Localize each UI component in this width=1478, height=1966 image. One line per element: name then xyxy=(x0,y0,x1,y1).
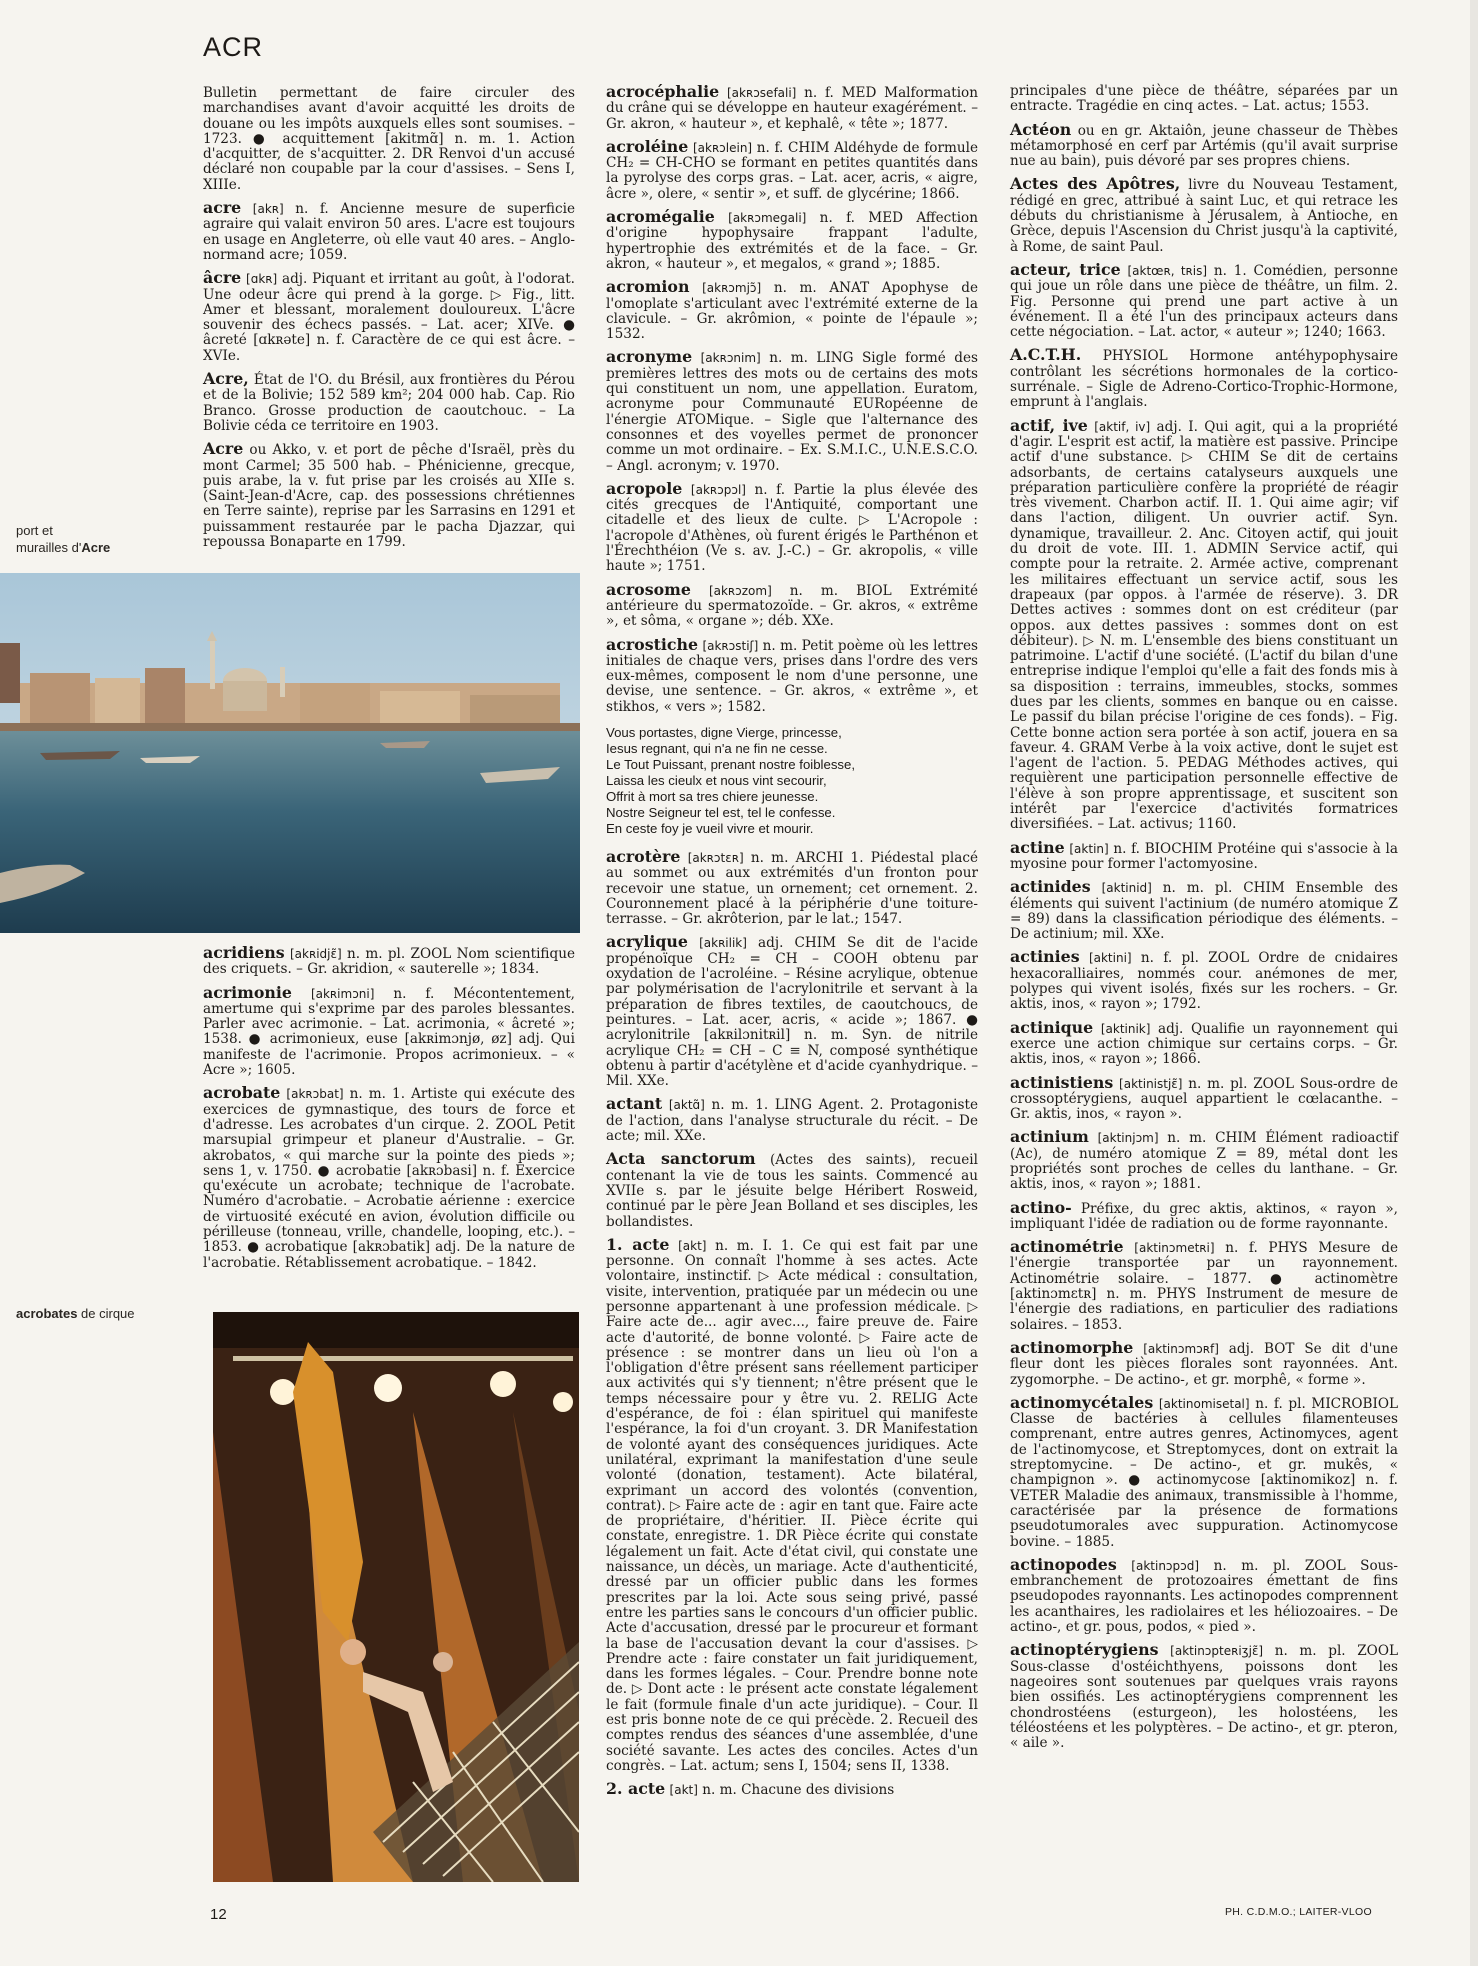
entry-headword: acromion xyxy=(606,277,690,297)
entry-definition: Préfixe, du grec aktis, aktinos, « rayon », impliquant l'idée de radiation ou de forme rayonnante. xyxy=(1010,1200,1398,1232)
entry-pronunciation: [aktinomisetal] xyxy=(1158,1396,1250,1411)
dictionary-entry xyxy=(1010,347,1398,410)
caption-bold: acrobates xyxy=(16,1306,78,1321)
entry-headword: acrocéphalie xyxy=(606,82,720,101)
entry-headword: acrosome xyxy=(606,579,691,599)
photo-acre-port xyxy=(0,573,580,933)
entry-definition: ou Akko, v. et port de pêche d'Israël, près du mont Carmel; 35 500 hab. – Phénicienne, grecque, puis arabe, la v. fut prise par les croisés au XIIe s. (Saint-Jean-d'Acre, cap. des possessions chrétiennes en Terre sainte), reprise par les Sarrasins en 1291 et puissamment restaurée par le pacha Djazzar, qui repoussa Bonaparte en 1799. xyxy=(203,442,575,551)
entry-definition: n. m. CHIM Élément radioactif (Ac), de numéro atomique Z = 89, métal dont les propriétés sont proches de celles du lanthane. – Gr. aktis, inos, « rayon »; 1881. xyxy=(1010,1130,1398,1193)
entry-definition: n. m. Chacune des divisions xyxy=(697,1782,895,1799)
entry-definition: livre du Nouveau Testament, rédigé en grec, attribué à saint Luc, et qui retrace les débuts du christianisme à Jérusalem, à Antioche, en Grèce, depuis l'Ascension du Christ jusqu'à la captivité, à Rome, de saint Paul. xyxy=(1010,177,1398,255)
entry-headword: acrobate xyxy=(203,1083,281,1103)
dictionary-entry xyxy=(203,86,575,193)
dictionary-entry xyxy=(1010,119,1398,170)
dictionary-entry xyxy=(1010,1642,1398,1751)
entry-headword: actinies xyxy=(1010,947,1080,967)
dictionary-entry xyxy=(606,1096,978,1144)
entry-headword: actif, ive xyxy=(1010,415,1088,435)
entry-definition: n. m. LING Sigle formé des premières lettres des mots ou de certains des mots qui constituent un nom, une appellation. Euratom, acronyme pour Communauté EURopéenne de l'énergie ATOMique. – Sigle que l'alternance des consonnes et des voyelles permet de prononcer comme un mot ordinaire. – Ex. S.M.I.C., U.N.E.S.C.O. – Angl. acronym; v. 1970. xyxy=(606,350,978,474)
entry-definition: État de l'O. du Brésil, aux frontières du Pérou et de la Bolivie; 152 589 km²; 204 000 hab. Cap. Rio Branco. Grosse production de caoutchouc. – La Bolivie céda ce territoire en 1903. xyxy=(203,372,575,434)
entry-pronunciation: [akʀɔlein] xyxy=(692,140,753,155)
entry-headword: actinique xyxy=(1010,1017,1094,1037)
entry-headword: actinides xyxy=(1010,877,1091,897)
entry-headword: Acre xyxy=(203,439,244,459)
entry-definition: n. m. Petit poème où les lettres initiales de chaque vers, prises dans l'ordre des vers eux-mêmes, composent le nom d'une personne, une devise, une sentence. – Gr. akros, « extrême », et stikhos, « vers »; 1582. xyxy=(606,637,978,715)
entry-definition: n. f. MED Affection d'origine hypophysaire frappant l'adulte, hypertrophie des extrémités et de la face. – Gr. akron, « hauteur », et megalos, « grand »; 1885. xyxy=(606,210,978,272)
entry-definition: n. m. 1. Artiste qui exécute des exercices de gymnastique, des tours de force et d'adresse. Les acrobates d'un cirque. 2. ZOOL Petit marsupial grimpeur et planeur d'Australie. – Gr. akrobatos, « qui marche sur la pointe des pieds »; sens 1, v. 1750. ● acrobatie [akʀɔbasi] n. f. Exercice qu'exécute un acrobate; technique de l'acrobate. Numéro d'acrobatie. – Acrobatie aérienne : exercice de virtuosité exécuté en avion, évolution difficile ou périlleuse (tonneau, vrille, chandelle, looping, etc.). – 1853. ● acrobatique [akʀɔbatik] adj. De la nature de l'acrobatie. Rétablissement acrobatique. – 1842. xyxy=(203,1086,575,1271)
dictionary-entry xyxy=(1010,176,1398,254)
entry-headword: acromégalie xyxy=(606,207,715,227)
entry-headword: actino- xyxy=(1010,1197,1072,1217)
dictionary-entry xyxy=(1010,1554,1398,1636)
dictionary-entry xyxy=(203,371,575,434)
entry-definition: n. f. Mécontentement, amertume qui s'exprime par des paroles blessantes. Parler avec acrimonie. – Lat. acrimonia, « âcreté »; 1538. ● acrimonieux, euse [akʀimɔnjø, øz] adj. Qui manifeste de l'acrimonie. Propos acrimonieux. – « Acre »; 1605. xyxy=(203,985,575,1079)
entry-definition: n. m. pl. ZOOL Sous-embranchement de protozoaires émettant de fins pseudopodes rayonnants. Les actinopodes comprennent les acanthaires, les radiolaires et les héliozoaires. – De actino-, et gr. pous, podos, « pied ». xyxy=(1010,1557,1398,1636)
dictionary-entry xyxy=(203,441,575,550)
column-3 xyxy=(1010,84,1398,1758)
entry-pronunciation: [aktin] xyxy=(1069,841,1109,856)
entry-headword: acronyme xyxy=(606,347,693,367)
entry-headword: actinométrie xyxy=(1010,1237,1124,1257)
entry-pronunciation: [akʀɔzom] xyxy=(708,583,772,598)
entry-headword: acrostiche xyxy=(606,634,699,654)
entry-definition: n. m. pl. ZOOL Sous-ordre de crossoptérygiens, auquel appartient le cœlacanthe. – Gr. aktis, inos, « rayon ». xyxy=(1010,1075,1399,1123)
entry-headword: actinomycétales xyxy=(1010,1392,1154,1412)
entry-pronunciation: [aktinɔmetʀi] xyxy=(1134,1241,1215,1256)
entry-headword: acrylique xyxy=(606,932,688,952)
poem-line: Vous portastes, digne Vierge, princesse, xyxy=(606,724,842,740)
entry-headword: acrotère xyxy=(606,846,681,866)
entry-definition: n. f. pl. ZOOL Ordre de cnidaires hexacoralliaires, nommés cour. anémones de mer, polypes qui vivent isolés, fixés sur les rochers. – Gr. aktis, inos, « rayon »; 1792. xyxy=(1010,950,1398,1013)
entry-definition: n. 1. Comédien, personne qui joue un rôle dans une pièce de théâtre, un film. 2. Fig. Personne qui prend une part active à un événement. Il a été l'un des principaux acteurs dans cette négociation. – Lat. actor, « auteur »; 1240; 1663. xyxy=(1010,262,1398,341)
entry-definition: (Actes des saints), recueil contenant la vie de tous les saints. Commencé au XVIIe s. par le jésuite belge Héribert Rosweid, continué par le père Jean Bolland et ses disciples, les bollandistes. xyxy=(606,1152,978,1230)
dictionary-entry xyxy=(606,279,978,342)
entry-headword: 2. acte xyxy=(606,1779,666,1799)
entry-pronunciation: [akʀɔnim] xyxy=(700,351,761,366)
dictionary-entry xyxy=(1010,415,1398,833)
dictionary-entry xyxy=(1010,837,1398,873)
entry-definition: n. f. Partie la plus élevée des cités grecques de l'Antiquité, comportant une citadelle et des lieux de culte. ▷ L'Acropole : l'acropole d'Athènes, où furent érigés le Parthénon et l'Érechthéion (Ve s. av. J.-C.) – Gr. akropolis, « ville haute »; 1751. xyxy=(606,481,978,575)
entry-headword: acre xyxy=(203,198,242,218)
column-1 xyxy=(203,86,575,557)
entry-pronunciation: [akʀɔtɛʀ] xyxy=(687,850,744,865)
entry-definition: n. m. pl. CHIM Ensemble des éléments qui suivent l'actinium (de numéro atomique Z = 89) dans la classification périodique des éléments. – De actinium; mil. XXe. xyxy=(1010,880,1398,943)
entry-headword: 1. acte xyxy=(606,1234,670,1254)
dictionary-entry xyxy=(203,200,575,263)
entry-pronunciation: [aktinɔpteʀiʒjɛ̃] xyxy=(1170,1644,1264,1659)
entry-pronunciation: [akʀimɔni] xyxy=(310,986,375,1001)
poem-line: Iesus regnant, qui n'a ne fin ne cesse. xyxy=(606,740,828,756)
entry-definition: ou en gr. Aktaiôn, jeune chasseur de Thèbes métamorphosé en cerf par Artémis (qu'il avait surprise nue au bain), puis dévoré par ses propres chiens. xyxy=(1010,122,1398,170)
entry-pronunciation: [aktif, iv] xyxy=(1094,419,1151,434)
entry-headword: actine xyxy=(1010,837,1065,857)
photo-credit: PH. C.D.M.O.; LAITER-VLOO xyxy=(1225,1906,1372,1918)
entry-pronunciation: [akʀɔmjɔ̃] xyxy=(702,281,762,296)
entry-headword: Acre, xyxy=(203,369,249,389)
entry-headword: acrimonie xyxy=(203,982,292,1002)
entry-headword: actinopodes xyxy=(1010,1554,1117,1574)
entry-definition: n. f. BIOCHIM Protéine qui s'associe à la myosine pour former l'actomyosine. xyxy=(1010,840,1398,872)
col1-top-entries xyxy=(203,86,575,550)
entry-headword: A.C.T.H. xyxy=(1010,345,1082,365)
entry-headword: acropole xyxy=(606,478,683,498)
page-header: ACR xyxy=(203,32,264,62)
entry-definition: n. f. Ancienne mesure de superficie agraire qui valait environ 50 ares. L'acre est toujours en usage en Angleterre, où elle vaut 40 ares. – Anglo-normand acre; 1059. xyxy=(203,201,575,263)
entry-headword: actinoptérygiens xyxy=(1010,1640,1159,1660)
caption-line: port et xyxy=(16,523,53,538)
entry-headword: actinistiens xyxy=(1010,1072,1114,1092)
entry-definition: n. m. pl. ZOOL Sous-classe d'ostéichthyens, poissons dont les nageoires sont soutenues par quelques vrais rayons bien ossifiés. Les actinoptérygiens comprennent les chondrostéens (esturgeon), les holostéens, les téléostéens et les polyptères. – De actino-, et gr. pteron, « aile ». xyxy=(1010,1643,1398,1752)
entry-definition: Bulletin permettant de faire circuler des marchandises avant d'avoir acquitté les droits de douane ou les impôts auxquels elles sont soumises. – 1723. ● acquittement [akitmɑ̃] n. m. 1. Action d'acquitter, de s'acquitter. 2. DR Renvoi d'un accusé déclaré non coupable par la cour d'assises. – Sens I, XIIIe. xyxy=(203,85,575,193)
entry-definition: n. f. CHIM Aldéhyde de formule CH₂ = CH-CHO se formant en petites quantités dans la pyrolyse des corps gras. – Lat. acer, acris, « aigre, âcre », olere, « sentir », et suff. de glycérine; 1866. xyxy=(606,139,978,202)
dictionary-entry xyxy=(1010,84,1398,115)
dictionary-entry xyxy=(203,270,575,364)
entry-headword: Actes des Apôtres, xyxy=(1010,174,1181,194)
col3-entries xyxy=(1010,84,1398,1751)
entry-definition: adj. BOT Se dit d'une fleur dont les pièces florales sont rayonnées. Ant. zygomorphe. – De actino-, et gr. morphê, « forme ». xyxy=(1010,1340,1398,1388)
entry-pronunciation: [ɑkʀ] xyxy=(246,272,278,287)
entry-pronunciation: [akʀilik] xyxy=(699,936,747,951)
page-edge xyxy=(1470,0,1478,1966)
entry-pronunciation: [aktinistjɛ̃] xyxy=(1119,1076,1183,1091)
entry-definition: n. m. I. 1. Ce qui est fait par une personne. On connaît l'homme à ses actes. Acte volontaire, instinctif. ▷ Acte médical : consultation, visite, intervention, pratiquée par un médecin ou une personne appartenant à une profession médicale. ▷ Faire acte de... agir avec..., faire preuve de. Faire acte d'autorité, de bonne volonté. ▷ Faire acte de présence : se montrer dans un lieu où l'on a l'obligation d'être présent sans réellement participer aux activités qui s'y tiennent; n'être présent que le temps nécessaire pour y être vu. 2. RELIG Acte d'espérance, de foi : élan spirituel qui manifeste l'espérance, la foi d'un croyant. 3. DR Manifestation de volonté ayant des conséquences juridiques. Acte unilatéral, exprimant la manifestation d'une seule volonté (donation, testament). Acte bilatéral, exprimant un accord des volontés (convention, contrat). ▷ Faire acte de : agir en tant que. Faire acte de propriétaire, d'héritier. II. Pièce écrite qui constate, enregistre. 1. DR Pièce écrite qui constate légalement un fait. Acte d'état civil, qui constate une naissance, un décès, un mariage. Acte d'authenticité, dressé par un officier public dans les formes prescrites par la loi. Acte sous seing privé, passé entre les parties sans le concours d'un officier public. Acte d'accusation, dressé par le procureur et formant la base de l'accusation devant la cour d'assises. ▷ Prendre acte : faire constater un fait juridiquement, dans les formes légales. – Cour. Prendre bonne note de. ▷ Dont acte : le présent acte constate légalement le fait (formule finale d'un acte juridique). – Cour. Il est pris bonne note de ce qui précède. 2. Recueil des comptes rendus des séances d'une assemblée, d'une société savante. Les actes des conciles. Actes d'un congrès. – Lat. actum; sens I, 1504; sens II, 1338. xyxy=(606,1237,978,1774)
entry-pronunciation: [akʀɔbat] xyxy=(286,1087,344,1102)
acrostic-poem xyxy=(606,725,978,837)
entry-definition: n. m. pl. ZOOL Nom scientifique des criquets. – Gr. akridion, « sauterelle »; 1834. xyxy=(203,946,575,978)
caption-text: murailles d' xyxy=(16,540,82,555)
entry-definition: n. f. MED Malformation du crâne qui se développe en hauteur exagérément. – Gr. akron, « hauteur », et kephalê, « tête »; 1877. xyxy=(606,85,978,132)
poem-line: Laissa les cieulx et nous vint secourir, xyxy=(606,772,827,788)
entry-pronunciation: [akʀ] xyxy=(252,202,284,217)
dictionary-entry xyxy=(606,349,978,473)
entry-pronunciation: [akʀɔpɔl] xyxy=(690,482,746,497)
poem-line: En ceste foy je vueil vivre et mourir. xyxy=(606,820,814,836)
poem-line: Le Tout Puissant, prenant nostre foiblesse, xyxy=(606,756,856,772)
entry-pronunciation: [aktinik] xyxy=(1100,1021,1151,1036)
poem-line: Offrit à mort sa tres chiere jeunesse. xyxy=(606,788,819,804)
entry-pronunciation: [aktinjɔm] xyxy=(1097,1131,1159,1146)
entry-headword: acroléine xyxy=(606,136,689,156)
col1-bottom-entries xyxy=(203,945,575,1271)
dictionary-entry xyxy=(606,579,978,630)
dictionary-entry xyxy=(1010,1392,1398,1550)
dictionary-entry xyxy=(606,136,978,202)
dictionary-entry xyxy=(606,84,978,132)
entry-definition: n. m. ANAT Apophyse de l'omoplate s'articulant avec l'extrémité externe de la clavicule. – Gr. akrômion, « pointe de l'épaule »; 1532. xyxy=(606,280,978,343)
dictionary-entry xyxy=(1010,259,1398,341)
entry-headword: acridiens xyxy=(203,943,285,962)
dictionary-entry xyxy=(606,478,978,575)
entry-pronunciation: [aktinɔmɔʀf] xyxy=(1143,1341,1219,1356)
acre-port-illustration xyxy=(0,573,580,933)
entry-pronunciation: [akʀɔsefali] xyxy=(726,86,797,100)
dictionary-entry xyxy=(203,1085,575,1271)
page-number: 12 xyxy=(210,1906,227,1923)
column-2 xyxy=(606,84,978,1806)
entry-headword: Acta sanctorum xyxy=(606,1149,756,1169)
entry-definition: adj. CHIM Se dit de l'acide propénoïque CH₂ = CH – COOH obtenu par oxydation de l'acroléine. – Résine acrylique, obtenue par polymérisation de l'acrylonitrile et servant à la préparation de fibres textiles, de caoutchoucs, de peintures. – Lat. acer, acris, « acide »; 1867. ● acrylonitrile [akʀilɔnitʀil] n. m. Syn. de nitrile acrylique CH₂ = CH – C ≡ N, composé synthétique obtenu à partir d'acétylène et d'acide cyanhydrique. – Mil. XXe. xyxy=(606,935,979,1090)
photo-circus-acrobats xyxy=(213,1312,579,1882)
caption-text: de cirque xyxy=(77,1306,135,1321)
entry-headword: actinomorphe xyxy=(1010,1337,1134,1357)
entry-pronunciation: [aktini] xyxy=(1088,951,1132,966)
dictionary-entry xyxy=(606,1234,978,1774)
dictionary-entry xyxy=(606,1781,978,1798)
entry-pronunciation: [akt] xyxy=(669,1783,698,1798)
caption-line xyxy=(16,539,166,556)
poem-line: Nostre Seigneur tel est, tel le confesse. xyxy=(606,804,836,820)
acrobats-illustration xyxy=(213,1312,579,1882)
entry-headword: actant xyxy=(606,1094,663,1114)
dictionary-entry xyxy=(203,945,575,978)
dictionary-entry xyxy=(606,1151,978,1229)
dictionary-entry xyxy=(1010,1197,1398,1233)
dictionary-entry xyxy=(1010,1129,1398,1192)
entry-definition: n. m. BIOL Extrémité antérieure du spermatozoïde. – Gr. akros, « extrême », et sôma, « organe »; déb. XXe. xyxy=(606,582,978,630)
dictionary-entry xyxy=(606,934,978,1089)
dictionary-entry xyxy=(1010,949,1398,1012)
entry-pronunciation: [aktœʀ, tʀis] xyxy=(1127,263,1208,278)
entry-headword: âcre xyxy=(203,268,242,288)
entry-pronunciation: [akʀɔmegali] xyxy=(728,211,807,226)
entry-pronunciation: [aktinɔpɔd] xyxy=(1131,1558,1200,1573)
entry-definition: n. f. pl. MICROBIOL Classe de bactéries à cellules filamenteuses comprenant, entre autres genres, Actinomyces, agent de l'actinomycose, et Streptomyces, dont on extrait la streptomycine. – De actino-, et gr. mukês, « champignon ». ● actinomycose [aktinomikoz] n. f. VETER Maladie des animaux, transmissible à l'homme, caractérisée par la présence de formations pseudotumorales avec suppuration. Actinomycose bovine. – 1885. xyxy=(1010,1395,1398,1550)
entry-headword: acteur, trice xyxy=(1010,259,1121,279)
entry-definition: n. f. PHYS Mesure de l'énergie transportée par un rayonnement. Actinométrie solaire. – 1877. ● actinomètre [aktinɔmɛtʀ] n. m. PHYS Instrument de mesure de l'énergie des radiations, en particulier des radiations solaires. – 1853. xyxy=(1010,1240,1398,1333)
entry-headword: actinium xyxy=(1010,1127,1089,1147)
dictionary-entry xyxy=(1010,1017,1398,1068)
dictionary-entry xyxy=(1010,1239,1398,1333)
dictionary-entry xyxy=(203,982,575,1079)
col2-top-entries xyxy=(606,84,978,715)
column-1-lower xyxy=(203,945,575,1278)
dictionary-entry xyxy=(1010,1337,1398,1388)
entry-definition: adj. I. Qui agit, qui a la propriété d'agir. L'esprit est actif, la matière est passive. Principe actif d'une substance. ▷ CHIM Se dit de certains adsorbants, de certains catalyseurs auxquels une préparation particulière confère la propriété de réagir très vivement. Charbon actif. II. 1. Qui aime agir; vif dans l'action, diligent. Un ouvrier actif. Syn. dynamique, travailleur. 2. Anc. Citoyen actif, qui jouit du droit de vote. III. 1. ADMIN Service actif, qui compte pour la retraite. 2. Armée active, comprenant les militaires effectuant un service actif, sous les drapeaux (par oppos. à l'armée de réserve). 3. DR Dettes actives : sommes dont on est créditeur (par oppos. aux dettes passives : sommes dont on est débiteur). ▷ N. m. L'ensemble des biens constituant un patrimoine. L'actif d'une société. (L'actif du bilan d'une entreprise indique l'emploi qu'elle a fait des fonds mis à sa disposition : terrains, immeubles, stocks, sommes dues par les clients, sommes en banque ou en caisse. Le passif du bilan précise l'origine de ces fonds). – Fig. Cette bonne action sera portée à son actif, jouera en sa faveur. 4. GRAM Verbe à la voix active, dont le sujet est l'agent de l'action. 5. PEDAG Méthodes actives, qui requièrent une participation personnelle effective de l'élève à son propre apprentissage, et suscitent son intérêt par l'exercice d'activités formatrices diversifiées. – Lat. activus; 1160. xyxy=(1010,418,1398,833)
dictionary-entry xyxy=(606,846,978,928)
dictionary-entry xyxy=(606,209,978,272)
entry-definition: n. m. 1. LING Agent. 2. Protagoniste de l'action, dans l'analyse structurale du récit. – De acte; mil. XXe. xyxy=(606,1097,978,1145)
caption-acrobats-photo xyxy=(16,1305,176,1322)
col2-bottom-entries xyxy=(606,846,979,1799)
entry-definition: principales d'une pièce de théâtre, séparées par un entracte. Tragédie en cinq actes. – Lat. actus; 1553. xyxy=(1010,83,1398,115)
entry-pronunciation: [aktinid] xyxy=(1101,881,1152,896)
entry-definition: adj. Qualifie un rayonnement qui exerce une action chimique sur certains corps. – Gr. aktis, inos, « rayon »; 1866. xyxy=(1010,1020,1398,1068)
caption-acre-photo xyxy=(16,522,166,556)
dictionary-entry xyxy=(606,634,978,715)
entry-pronunciation: [akt] xyxy=(678,1238,707,1253)
entry-pronunciation: [akʀɔstiʃ] xyxy=(702,638,759,653)
caption-place: Acre xyxy=(81,540,111,555)
entry-definition: PHYSIOL Hormone antéhypophysaire contrôlant les sécrétions hormonales de la cortico-surrénale. – Sigle de Adreno-Cortico-Trophic-Hormone, emprunt à l'anglais. xyxy=(1010,348,1398,411)
entry-headword: Actéon xyxy=(1010,119,1072,139)
entry-pronunciation: [akʀidjɛ̃] xyxy=(289,947,342,961)
dictionary-entry xyxy=(1010,1072,1399,1123)
entry-definition: adj. Piquant et irritant au goût, à l'odorat. Une odeur âcre qui prend à la gorge. ▷ Fig., litt. Amer et blessant, moralement douloureux. L'âcre souvenir des échecs passés. – Lat. acer; XIVe. ● âcreté [ɑkʀəte] n. f. Caractère de ce qui est âcre. – XVIe. xyxy=(203,271,575,364)
dictionary-entry xyxy=(1010,879,1398,942)
entry-pronunciation: [aktɑ̃] xyxy=(668,1098,705,1113)
entry-definition: n. m. ARCHI 1. Piédestal placé au sommet ou aux extrémités d'un fronton pour recevoir une statue, un ornement; cet ornement. 2. Couronnement placé à la périphérie d'une toiture-terrasse. – Gr. akrôterion, par le lat.; 1547. xyxy=(606,849,978,928)
